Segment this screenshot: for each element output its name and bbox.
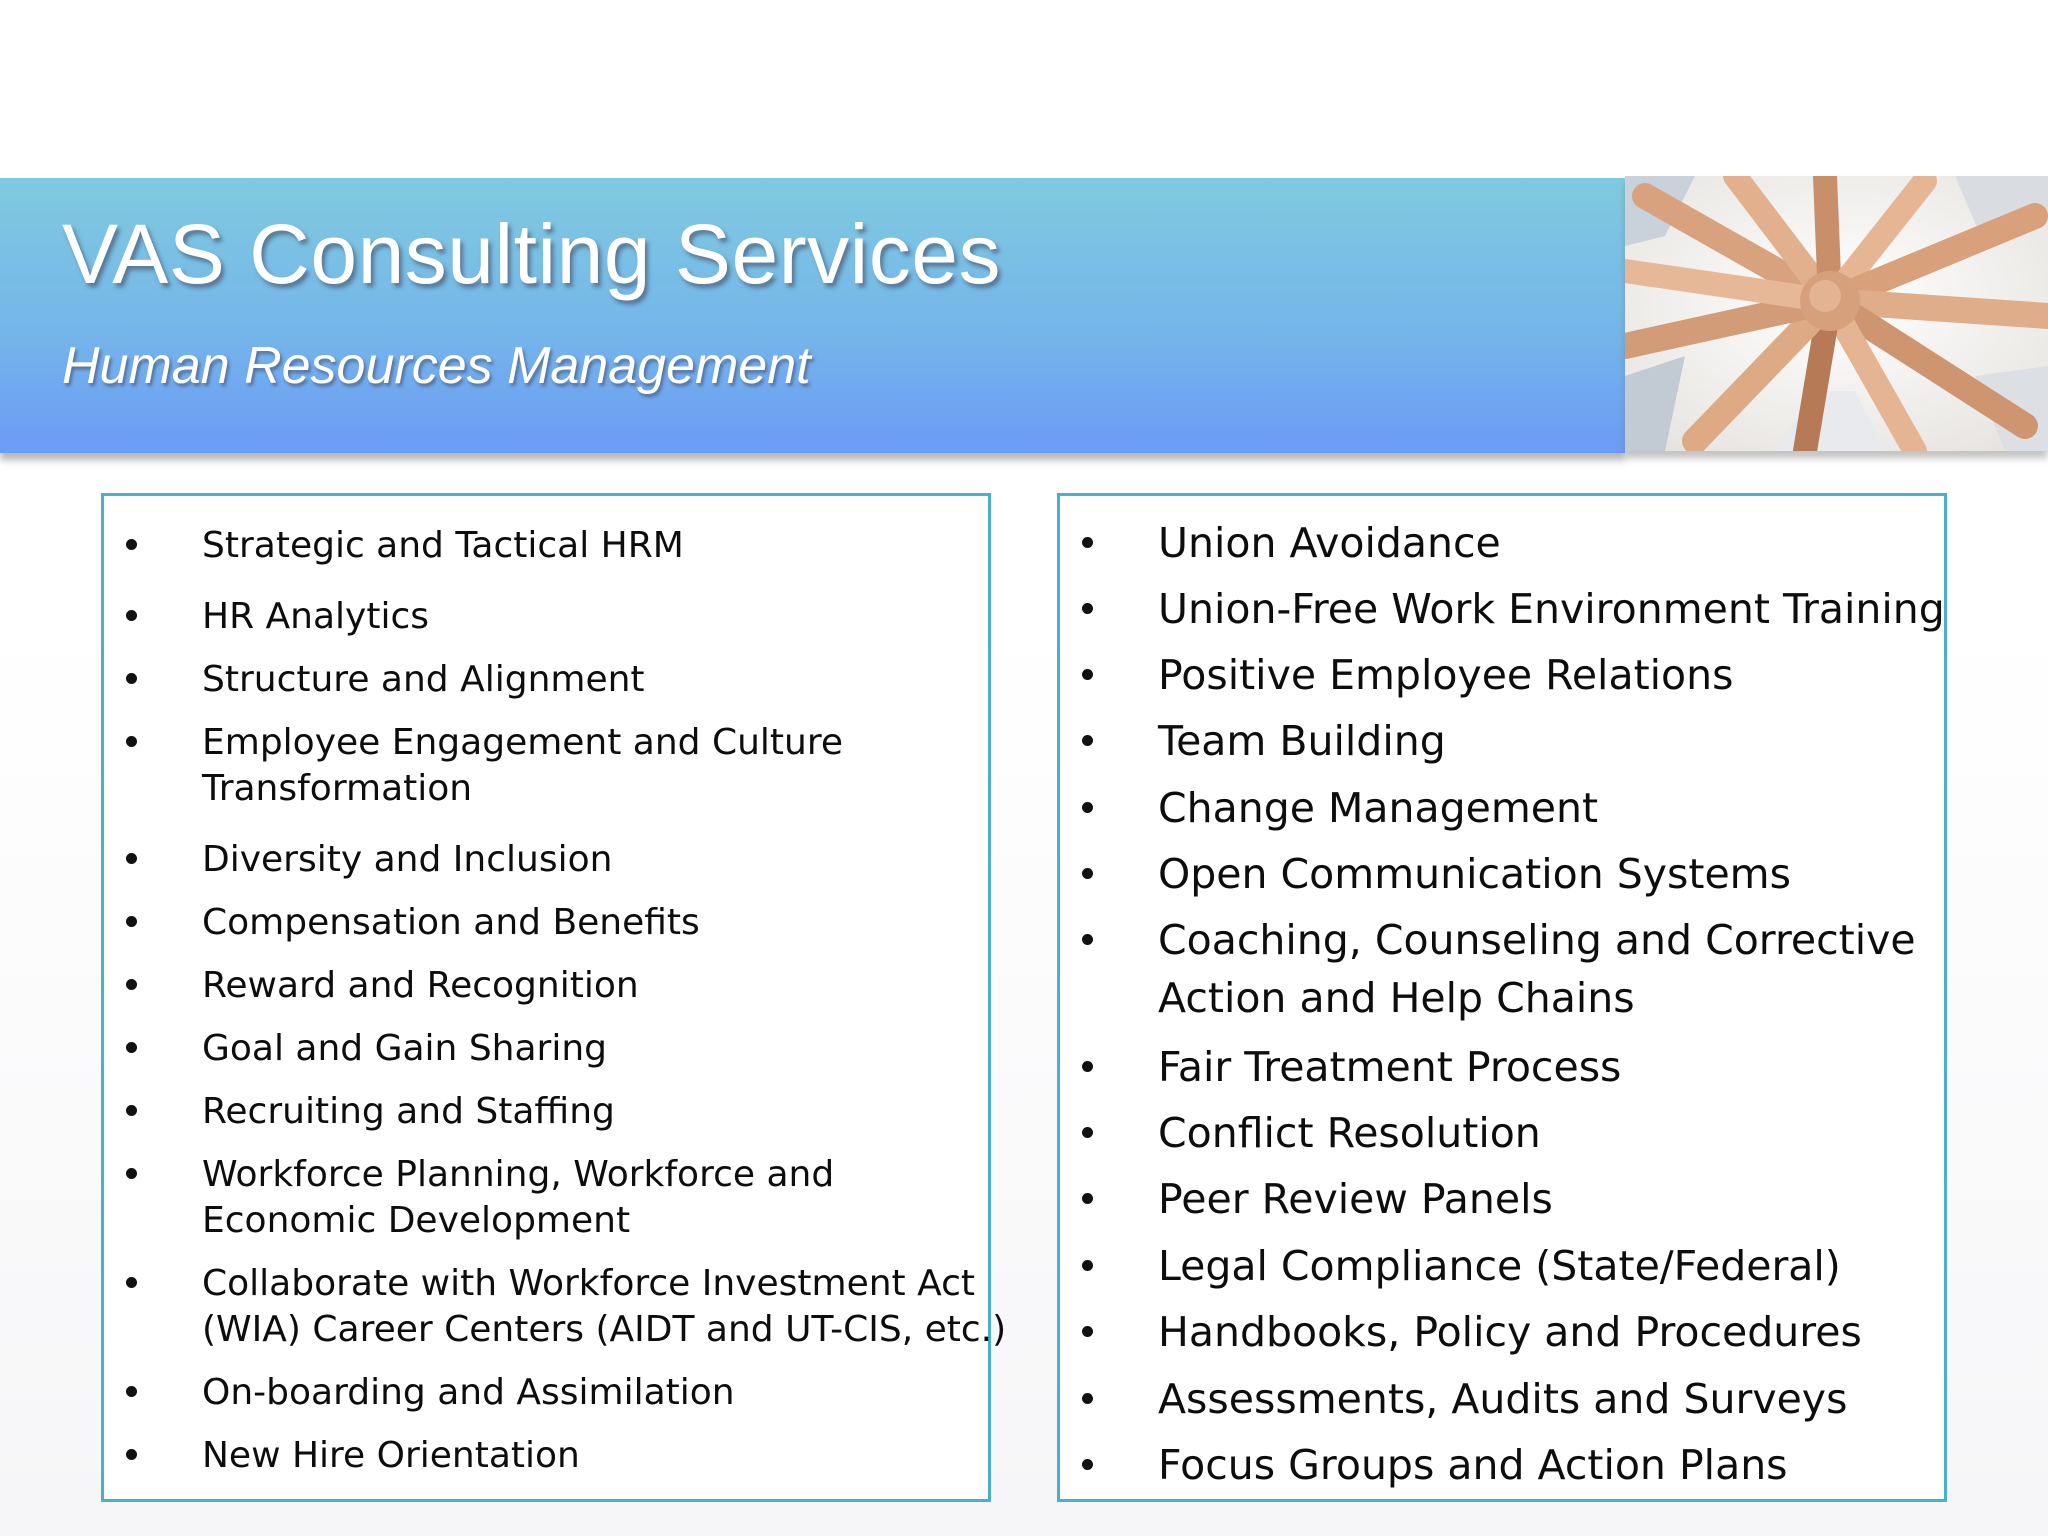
service-item bbox=[104, 1370, 988, 1416]
joined-hands-photo bbox=[1625, 176, 2048, 451]
service-item bbox=[104, 837, 988, 883]
service-item bbox=[1060, 514, 1944, 572]
bullet-icon bbox=[1082, 1061, 1093, 1072]
joined-hands-icon bbox=[1625, 176, 2048, 451]
bullet-icon bbox=[1082, 537, 1093, 548]
service-item-label: Fair Treatment Process bbox=[1158, 1043, 1622, 1091]
bullet-icon bbox=[126, 1449, 137, 1460]
service-item-label: Diversity and Inclusion bbox=[202, 839, 613, 880]
service-item-label: Positive Employee Relations bbox=[1158, 651, 1734, 699]
service-item-label: Strategic and Tactical HRM bbox=[202, 525, 684, 566]
slide-subtitle: Human Resources Management bbox=[62, 337, 811, 395]
bullet-icon bbox=[1082, 735, 1093, 746]
service-item-label: Employee Engagement and Culture bbox=[202, 722, 844, 763]
bullet-icon bbox=[1082, 669, 1093, 680]
service-item bbox=[104, 1152, 988, 1244]
service-item-label: Peer Review Panels bbox=[1158, 1175, 1553, 1223]
bullet-icon bbox=[1082, 1127, 1093, 1138]
bullet-icon bbox=[126, 853, 137, 864]
service-item bbox=[1060, 1038, 1944, 1096]
service-item-label: On-boarding and Assimilation bbox=[202, 1372, 735, 1413]
bullet-icon bbox=[126, 979, 137, 990]
service-item bbox=[1060, 779, 1944, 837]
service-item bbox=[104, 1089, 988, 1135]
service-item bbox=[1060, 911, 1944, 1027]
bullet-icon bbox=[126, 1386, 137, 1397]
service-item-label: New Hire Orientation bbox=[202, 1435, 580, 1476]
bullet-icon bbox=[126, 673, 137, 684]
bullet-icon bbox=[1082, 868, 1093, 879]
right-services-box bbox=[1057, 493, 1947, 1502]
service-item-label: Focus Groups and Action Plans bbox=[1158, 1441, 1788, 1489]
bullet-icon bbox=[1082, 1326, 1093, 1337]
service-item bbox=[1060, 580, 1944, 638]
service-item-label: Coaching, Counseling and Corrective bbox=[1158, 916, 1916, 964]
service-item bbox=[104, 900, 988, 946]
left-services-box bbox=[101, 493, 1007, 1502]
bullet-icon bbox=[1082, 934, 1093, 945]
service-item bbox=[104, 1433, 988, 1479]
bullet-icon bbox=[126, 610, 137, 621]
service-item-label: Compensation and Benefits bbox=[202, 902, 700, 943]
service-item-label: Goal and Gain Sharing bbox=[202, 1028, 608, 1069]
service-item bbox=[1060, 712, 1944, 770]
service-item-label: HR Analytics bbox=[202, 596, 430, 637]
service-item-label: Collaborate with Workforce Investment Act bbox=[202, 1263, 975, 1304]
service-item-label: Union Avoidance bbox=[1158, 519, 1501, 567]
bullet-icon bbox=[126, 1168, 137, 1179]
service-item bbox=[1060, 1370, 1944, 1428]
service-item-label: Structure and Alignment bbox=[202, 659, 645, 700]
service-item-label: Union-Free Work Environment Training bbox=[1158, 585, 1945, 633]
bullet-icon bbox=[126, 736, 137, 747]
bullet-icon bbox=[126, 1105, 137, 1116]
bullet-icon bbox=[1082, 1393, 1093, 1404]
bullet-icon bbox=[126, 539, 137, 550]
bullet-icon bbox=[1082, 1459, 1093, 1470]
service-item-label: Change Management bbox=[1158, 784, 1599, 832]
service-item-label: Open Communication Systems bbox=[1158, 850, 1791, 898]
service-item bbox=[1060, 1104, 1944, 1162]
service-item-label: Team Building bbox=[1158, 717, 1446, 765]
service-item bbox=[104, 594, 988, 640]
service-item bbox=[104, 720, 988, 812]
bullet-icon bbox=[1082, 603, 1093, 614]
bullet-icon bbox=[1082, 802, 1093, 813]
service-item bbox=[1060, 646, 1944, 704]
service-item bbox=[104, 523, 988, 569]
service-item bbox=[104, 963, 988, 1009]
bullet-icon bbox=[1082, 1193, 1093, 1204]
service-item bbox=[1060, 1436, 1944, 1494]
bullet-icon bbox=[1082, 1260, 1093, 1271]
bullet-icon bbox=[126, 1277, 137, 1288]
service-item bbox=[1060, 1237, 1944, 1295]
service-item-label: Assessments, Audits and Surveys bbox=[1158, 1375, 1848, 1423]
service-item bbox=[104, 1261, 1007, 1353]
service-item-label: Action and Help Chains bbox=[1158, 974, 1635, 1022]
service-item bbox=[104, 657, 988, 703]
bullet-icon bbox=[126, 1042, 137, 1053]
service-item bbox=[1060, 845, 1944, 903]
service-item bbox=[1060, 1303, 1944, 1361]
service-item-label: (WIA) Career Centers (AIDT and UT-CIS, etc.) bbox=[202, 1309, 1007, 1350]
bullet-icon bbox=[126, 916, 137, 927]
service-item-label: Recruiting and Staffing bbox=[202, 1091, 615, 1132]
service-item-label: Legal Compliance (State/Federal) bbox=[1158, 1242, 1841, 1290]
service-item bbox=[104, 1026, 988, 1072]
service-item-label: Economic Development bbox=[202, 1200, 631, 1241]
service-item-label: Reward and Recognition bbox=[202, 965, 639, 1006]
service-item-label: Workforce Planning, Workforce and bbox=[202, 1154, 835, 1195]
service-item-label: Transformation bbox=[202, 768, 473, 809]
service-item bbox=[1060, 1170, 1944, 1228]
service-item-label: Conflict Resolution bbox=[1158, 1109, 1541, 1157]
service-item-label: Handbooks, Policy and Procedures bbox=[1158, 1308, 1862, 1356]
slide-title: VAS Consulting Services bbox=[62, 207, 1002, 301]
